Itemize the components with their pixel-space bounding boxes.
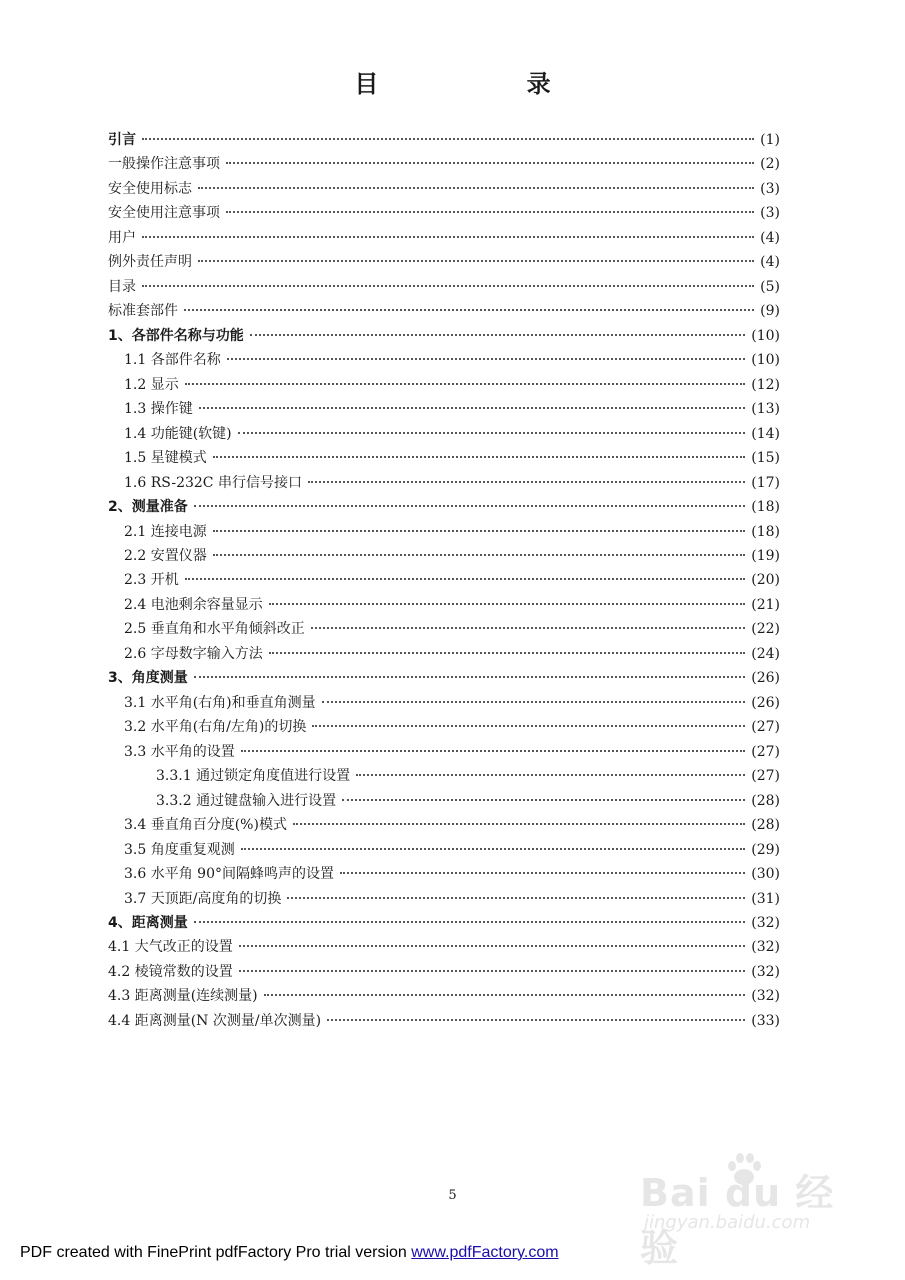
toc-entry-label: 3.4 垂直角百分度(%)模式 bbox=[124, 817, 287, 834]
toc-entry bbox=[108, 152, 780, 176]
toc-entry bbox=[108, 1009, 780, 1033]
toc-leader-dots bbox=[198, 175, 754, 189]
toc-entry bbox=[108, 250, 780, 274]
toc-entry-page: (32) bbox=[751, 963, 780, 980]
toc-entry bbox=[108, 911, 780, 935]
toc-entry bbox=[108, 813, 780, 837]
toc-leader-dots bbox=[213, 518, 746, 532]
toc-entry-page: (27) bbox=[751, 743, 780, 760]
toc-entry-page: (32) bbox=[751, 939, 780, 956]
toc-entry-label: 3.5 角度重复观测 bbox=[124, 841, 235, 858]
footer-text: PDF created with FinePrint pdfFactory Pro trial version bbox=[20, 1244, 412, 1261]
toc-entry-page: (30) bbox=[751, 866, 780, 883]
toc-leader-dots bbox=[356, 762, 745, 776]
toc-entry-page: (28) bbox=[751, 817, 780, 834]
toc-entry-label: 1.2 显示 bbox=[124, 376, 179, 393]
toc-leader-dots bbox=[327, 1007, 745, 1021]
toc-entry-page: (19) bbox=[751, 547, 780, 564]
toc-entry-label: 用户 bbox=[108, 229, 136, 246]
toc-leader-dots bbox=[269, 591, 746, 605]
toc-entry-label: 安全使用标志 bbox=[108, 180, 192, 197]
toc-entry-page: (10) bbox=[751, 327, 780, 344]
toc-leader-dots bbox=[311, 615, 746, 629]
page-number: 5 bbox=[448, 1188, 457, 1203]
toc-leader-dots bbox=[199, 395, 746, 409]
toc-entry-label: 1、各部件名称与功能 bbox=[108, 327, 244, 344]
toc-entry-label: 2.5 垂直角和水平角倾斜改正 bbox=[124, 621, 305, 638]
toc-entry-label: 2.6 字母数字输入方法 bbox=[124, 645, 263, 662]
toc-entry-page: (18) bbox=[751, 523, 780, 540]
toc-entry-label: 3.7 天顶距/高度角的切换 bbox=[124, 890, 282, 907]
toc-leader-dots bbox=[308, 469, 745, 483]
toc-entry-label: 1.1 各部件名称 bbox=[124, 352, 221, 369]
toc-entry-page: (26) bbox=[751, 670, 780, 687]
toc-entry bbox=[108, 960, 780, 984]
toc-entry bbox=[108, 887, 780, 911]
toc-entry bbox=[108, 397, 780, 421]
toc-entry bbox=[108, 789, 780, 813]
pdf-footer bbox=[20, 1244, 559, 1262]
baidu-jingyan-watermark bbox=[640, 1150, 865, 1270]
toc-entry bbox=[108, 715, 780, 739]
watermark-logo: Bai du 经验 bbox=[640, 1171, 835, 1270]
toc-entry bbox=[108, 520, 780, 544]
toc-entry-page: (31) bbox=[751, 890, 780, 907]
toc-entry-label: 1.4 功能键(软键) bbox=[124, 425, 232, 442]
toc-entry-page: (29) bbox=[751, 841, 780, 858]
toc-leader-dots bbox=[194, 664, 746, 678]
toc-entry bbox=[108, 275, 780, 299]
toc-leader-dots bbox=[287, 885, 745, 899]
toc-entry-page: (9) bbox=[760, 303, 780, 320]
toc-entry bbox=[108, 691, 780, 715]
page-title: 目 录 bbox=[354, 70, 621, 98]
toc-entry-label: 1.5 星键模式 bbox=[124, 450, 207, 467]
toc-leader-dots bbox=[250, 322, 746, 336]
toc-entry-label: 4.1 大气改正的设置 bbox=[108, 939, 233, 956]
toc-entry-label: 安全使用注意事项 bbox=[108, 205, 220, 222]
toc-entry bbox=[108, 299, 780, 323]
toc-entry bbox=[108, 617, 780, 641]
toc-leader-dots bbox=[340, 860, 745, 874]
toc-entry-page: (33) bbox=[751, 1012, 780, 1029]
toc-entry-label: 2.1 连接电源 bbox=[124, 523, 207, 540]
toc-entry-label: 2.4 电池剩余容量显示 bbox=[124, 596, 263, 613]
toc-leader-dots bbox=[241, 738, 746, 752]
toc-entry bbox=[108, 666, 780, 690]
toc-entry bbox=[108, 128, 780, 152]
toc-entry bbox=[108, 226, 780, 250]
toc-entry-page: (2) bbox=[760, 156, 780, 173]
toc-leader-dots bbox=[194, 493, 746, 507]
toc-entry-page: (27) bbox=[751, 768, 780, 785]
toc-entry-label: 4.2 棱镜常数的设置 bbox=[108, 963, 233, 980]
toc-entry bbox=[108, 373, 780, 397]
toc-leader-dots bbox=[269, 640, 746, 654]
toc-entry-label: 3.3.2 通过键盘输入进行设置 bbox=[156, 792, 337, 809]
toc-leader-dots bbox=[198, 248, 754, 262]
toc-entry-page: (22) bbox=[751, 621, 780, 638]
toc-leader-dots bbox=[227, 346, 746, 360]
toc-entry-label: 引言 bbox=[108, 132, 136, 148]
toc-entry-label: 4.3 距离测量(连续测量) bbox=[108, 988, 258, 1005]
toc-entry-label: 4、距离测量 bbox=[108, 915, 188, 931]
toc-entry-page: (12) bbox=[751, 376, 780, 393]
toc-leader-dots bbox=[226, 150, 754, 164]
toc-entry-label: 2.2 安置仪器 bbox=[124, 547, 207, 564]
toc-leader-dots bbox=[213, 542, 746, 556]
toc-entry bbox=[108, 422, 780, 446]
table-of-contents bbox=[108, 128, 780, 1033]
toc-entry bbox=[108, 984, 780, 1008]
toc-leader-dots bbox=[238, 420, 746, 434]
toc-leader-dots bbox=[293, 811, 745, 825]
toc-entry-page: (18) bbox=[751, 499, 780, 516]
toc-entry-label: 3.2 水平角(右角/左角)的切换 bbox=[124, 719, 307, 736]
toc-leader-dots bbox=[184, 297, 754, 311]
toc-entry-label: 2.3 开机 bbox=[124, 572, 179, 589]
toc-leader-dots bbox=[239, 933, 746, 947]
toc-entry-page: (3) bbox=[760, 205, 780, 222]
toc-entry bbox=[108, 446, 780, 470]
toc-leader-dots bbox=[142, 273, 754, 287]
toc-entry-page: (32) bbox=[751, 915, 780, 931]
toc-entry-page: (27) bbox=[751, 719, 780, 736]
toc-entry bbox=[108, 935, 780, 959]
toc-entry bbox=[108, 324, 780, 348]
toc-entry-page: (32) bbox=[751, 988, 780, 1005]
toc-entry-page: (14) bbox=[751, 425, 780, 442]
toc-entry-page: (24) bbox=[751, 645, 780, 662]
toc-entry bbox=[108, 862, 780, 886]
toc-entry-label: 2、测量准备 bbox=[108, 499, 188, 516]
paw-icon bbox=[724, 1150, 764, 1190]
watermark-url: jingyan.baidu.com bbox=[644, 1212, 811, 1233]
toc-entry-label: 1.6 RS-232C 串行信号接口 bbox=[124, 474, 302, 491]
toc-leader-dots bbox=[194, 909, 746, 923]
toc-leader-dots bbox=[312, 713, 745, 727]
toc-leader-dots bbox=[185, 371, 746, 385]
toc-entry-page: (21) bbox=[751, 596, 780, 613]
toc-entry bbox=[108, 593, 780, 617]
toc-entry bbox=[108, 740, 780, 764]
toc-entry bbox=[108, 764, 780, 788]
toc-entry-page: (4) bbox=[760, 229, 780, 246]
toc-entry bbox=[108, 568, 780, 592]
toc-entry-page: (13) bbox=[751, 401, 780, 418]
toc-leader-dots bbox=[239, 958, 746, 972]
toc-entry bbox=[108, 544, 780, 568]
toc-entry-page: (5) bbox=[760, 278, 780, 295]
toc-entry-page: (17) bbox=[751, 474, 780, 491]
toc-leader-dots bbox=[213, 444, 746, 458]
toc-leader-dots bbox=[322, 689, 746, 703]
toc-leader-dots bbox=[142, 126, 754, 140]
toc-entry-page: (1) bbox=[760, 132, 780, 148]
toc-entry-label: 1.3 操作键 bbox=[124, 401, 193, 418]
toc-entry-page: (26) bbox=[751, 694, 780, 711]
toc-entry bbox=[108, 348, 780, 372]
toc-entry bbox=[108, 471, 780, 495]
toc-entry-label: 3.3 水平角的设置 bbox=[124, 743, 235, 760]
toc-entry-label: 4.4 距离测量(N 次测量/单次测量) bbox=[108, 1012, 322, 1029]
toc-entry-page: (15) bbox=[751, 450, 780, 467]
toc-entry-page: (10) bbox=[751, 352, 780, 369]
toc-leader-dots bbox=[142, 224, 754, 238]
toc-entry-label: 3.3.1 通过锁定角度值进行设置 bbox=[156, 768, 351, 785]
toc-entry-page: (3) bbox=[760, 180, 780, 197]
toc-leader-dots bbox=[241, 836, 746, 850]
toc-entry-label: 3.6 水平角 90°间隔蜂鸣声的设置 bbox=[124, 866, 334, 883]
toc-leader-dots bbox=[226, 199, 754, 213]
toc-entry-page: (28) bbox=[751, 792, 780, 809]
toc-entry-label: 标准套部件 bbox=[108, 303, 178, 320]
toc-entry bbox=[108, 177, 780, 201]
toc-entry bbox=[108, 201, 780, 225]
toc-entry bbox=[108, 838, 780, 862]
toc-entry-page: (4) bbox=[760, 254, 780, 271]
toc-entry-page: (20) bbox=[751, 572, 780, 589]
toc-entry bbox=[108, 642, 780, 666]
toc-entry bbox=[108, 495, 780, 519]
toc-entry-label: 例外责任声明 bbox=[108, 254, 192, 271]
pdffactory-link[interactable]: www.pdfFactory.com bbox=[411, 1244, 559, 1261]
toc-entry-label: 3、角度测量 bbox=[108, 670, 188, 687]
toc-entry-label: 一般操作注意事项 bbox=[108, 156, 220, 173]
toc-leader-dots bbox=[342, 787, 745, 801]
toc-leader-dots bbox=[185, 566, 746, 580]
toc-entry-label: 3.1 水平角(右角)和垂直角测量 bbox=[124, 694, 316, 711]
toc-entry-label: 目录 bbox=[108, 278, 136, 295]
toc-leader-dots bbox=[264, 982, 746, 996]
